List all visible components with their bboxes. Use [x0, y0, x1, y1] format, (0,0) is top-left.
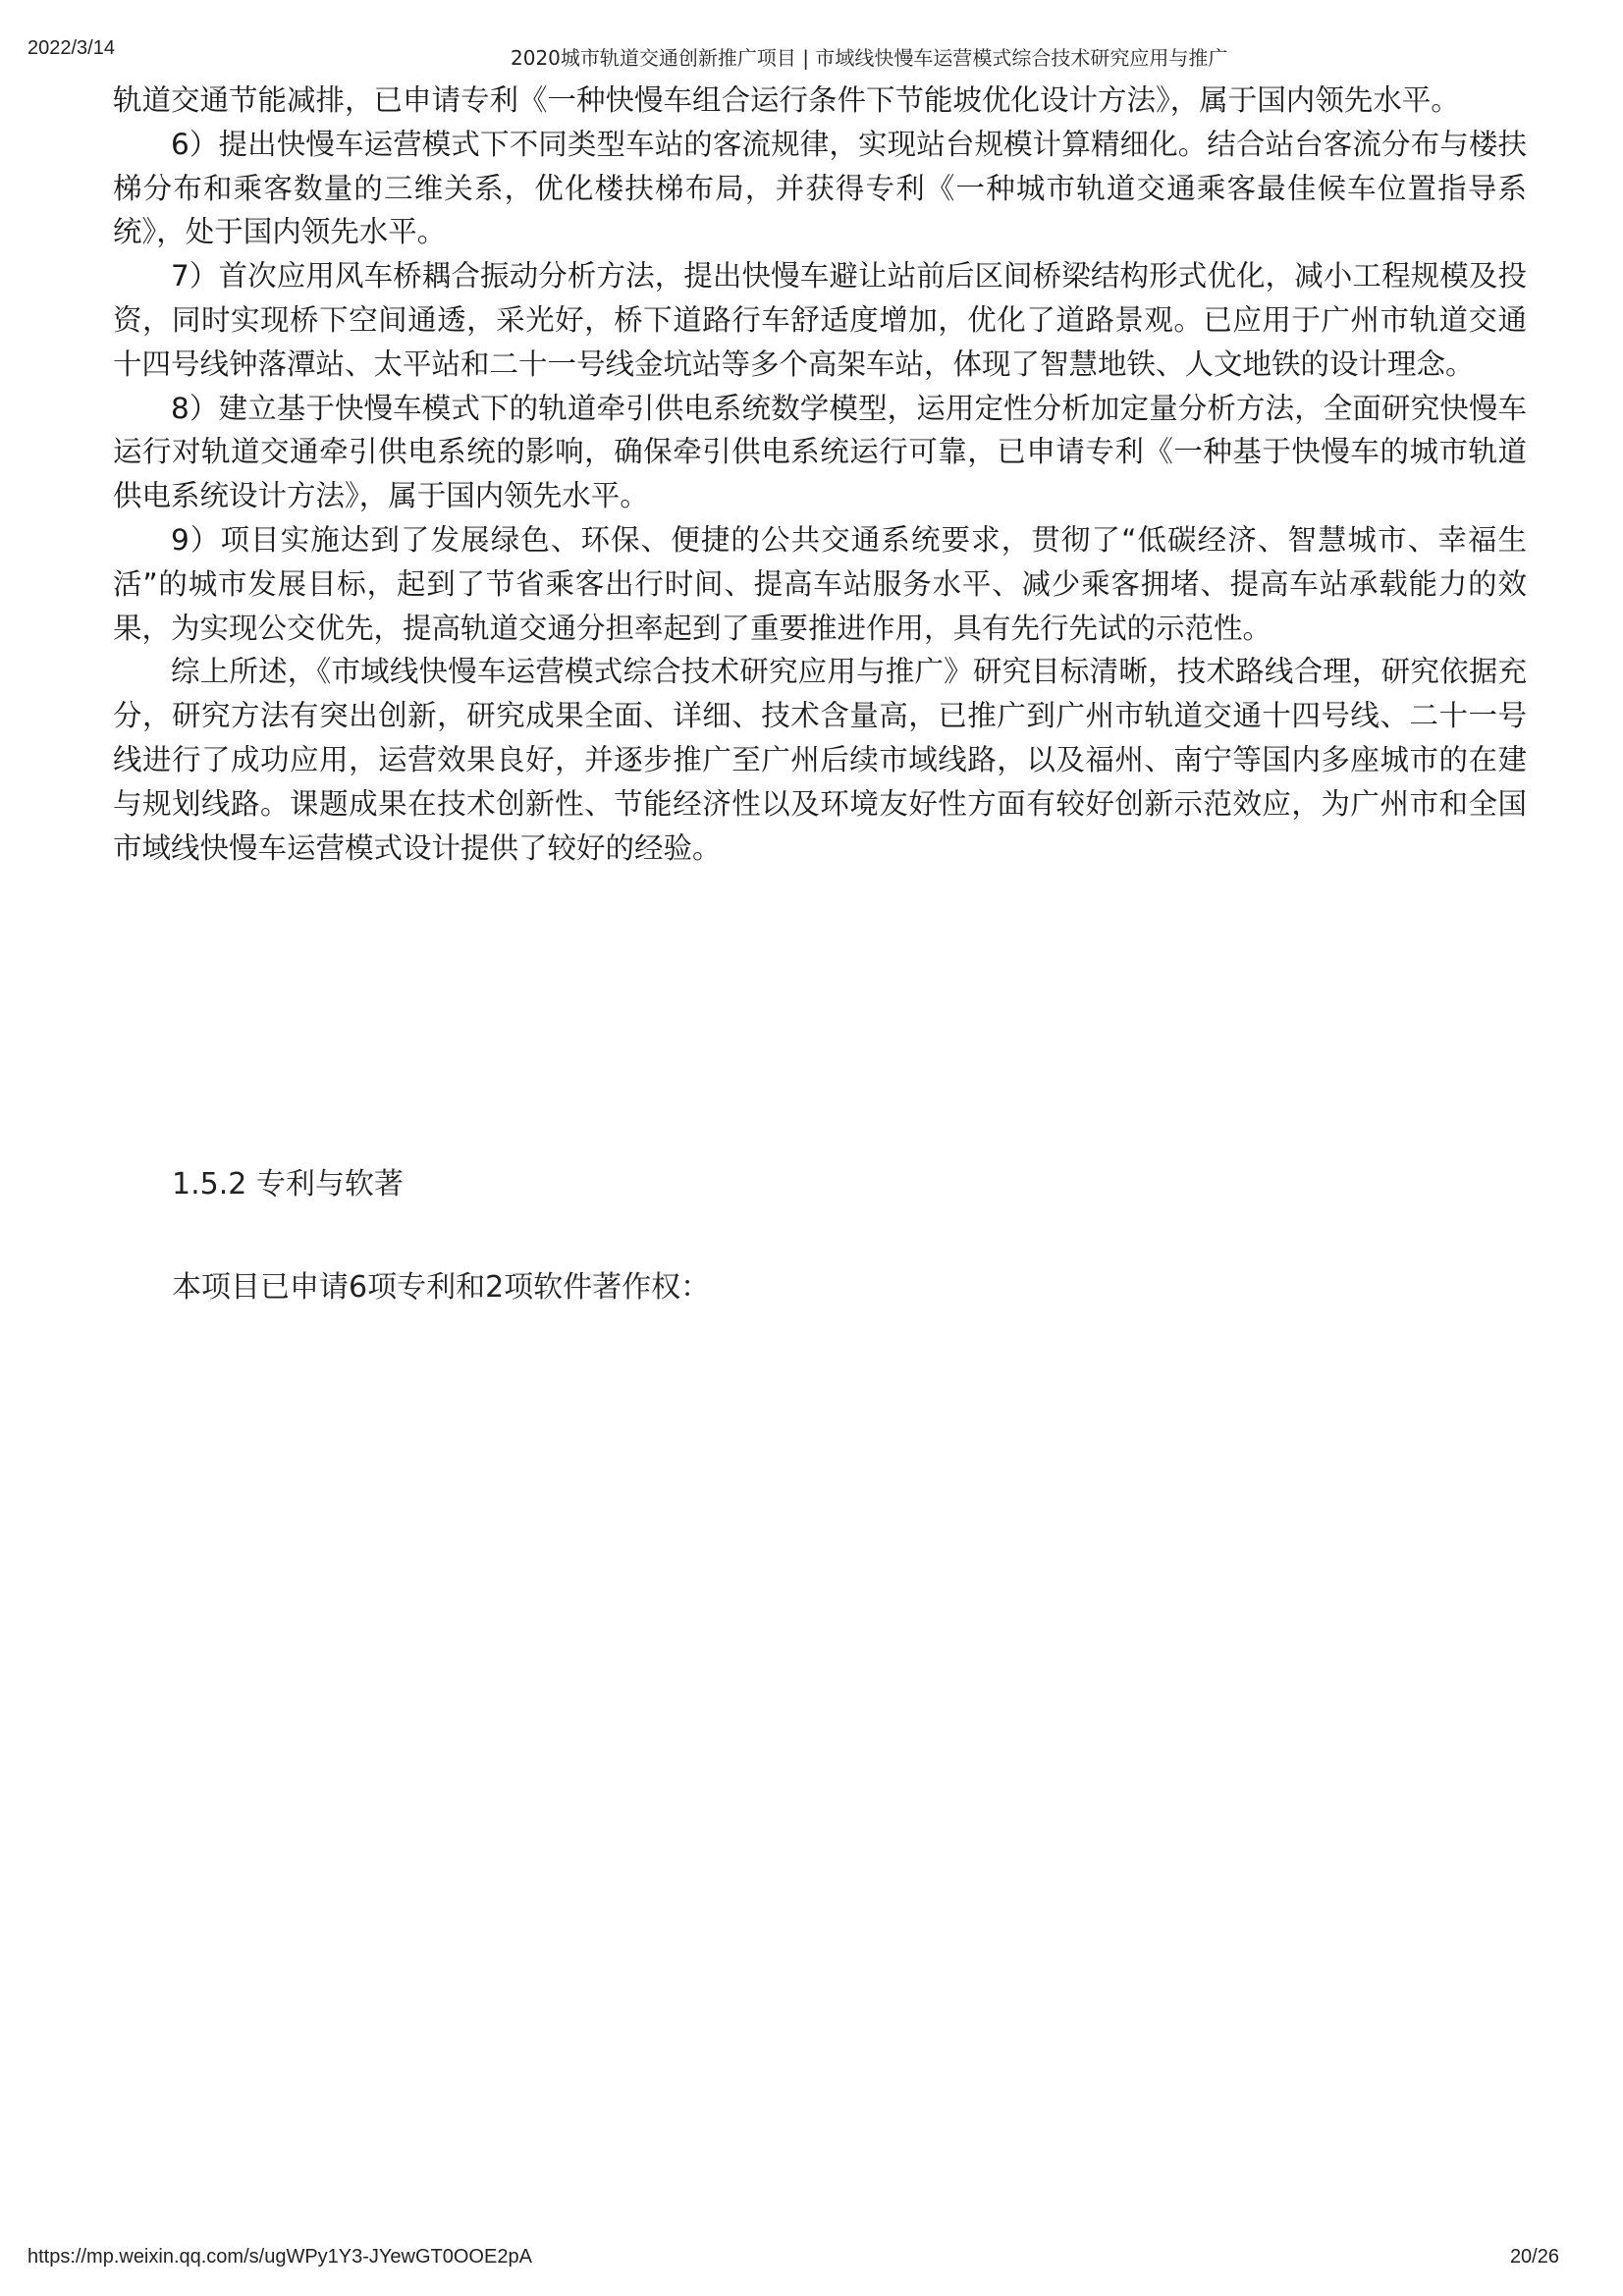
paragraph-item-6: 6）提出快慢车运营模式下不同类型车站的客流规律，实现站台规模计算精细化。结合站台客流分布与楼扶梯分布和乘客数量的三维关系，优化楼扶梯布局，并获得专利《一种城市轨道交通乘客最佳候车位置指导系统》，处于国内领先水平。	[113, 127, 1527, 249]
source-url: https://mp.weixin.qq.com/s/ugWPy1Y3-JYewGT0OOE2pA	[27, 2246, 532, 2268]
paragraph-item-7: 7）首次应用风车桥耦合振动分析方法，提出快慢车避让站前后区间桥梁结构形式优化，减小工程规模及投资，同时实现桥下空间通透，采光好，桥下道路行车舒适度增加，优化了道路景观。已应用于广州市轨道交通十四号线钟落潭站、太平站和二十一号线金坑站等多个高架车站，体现了智慧地铁、人文地铁的设计理念。	[113, 259, 1527, 381]
section-heading: 1.5.2 专利与软著	[172, 1167, 404, 1201]
print-date: 2022/3/14	[27, 37, 115, 59]
paragraph-continuation: 轨道交通节能减排，已申请专利《一种快慢车组合运行条件下节能坡优化设计方法》，属于国内领先水平。	[113, 83, 1460, 117]
page-header-title: 2020城市轨道交通创新推广项目 | 市域线快慢车运营模式综合技术研究应用与推广	[511, 46, 1228, 70]
patents-intro: 本项目已申请6项专利和2项软件著作权：	[172, 1270, 711, 1305]
article-body	[113, 79, 1527, 870]
paragraph-summary: 综上所述，《市域线快慢车运营模式综合技术研究应用与推广》研究目标清晰，技术路线合理，研究依据充分，研究方法有突出创新，研究成果全面、详细、技术含量高，已推广到广州市轨道交通十四号线、二十一号线进行了成功应用，运营效果良好，并逐步推广至广州后续市域线路，以及福州、南宁等国内多座城市的在建与规划线路。课题成果在技术创新性、节能经济性以及环境友好性方面有较好创新示范效应，为广州市和全国市域线快慢车运营模式设计提供了较好的经验。	[113, 655, 1527, 865]
page-number: 20/26	[1509, 2246, 1559, 2268]
paragraph-item-9: 9）项目实施达到了发展绿色、环保、便捷的公共交通系统要求，贯彻了“低碳经济、智慧城市、幸福生活”的城市发展目标，起到了节省乘客出行时间、提高车站服务水平、减少乘客拥堵、提高车站承载能力的效果，为实现公交优先，提高轨道交通分担率起到了重要推进作用，具有先行先试的示范性。	[113, 522, 1527, 645]
paragraph-item-8: 8）建立基于快慢车模式下的轨道牵引供电系统数学模型，运用定性分析加定量分析方法，全面研究快慢车运行对轨道交通牵引供电系统的影响，确保牵引供电系统运行可靠，已申请专利《一种基于快慢车的城市轨道供电系统设计方法》，属于国内领先水平。	[113, 391, 1527, 513]
